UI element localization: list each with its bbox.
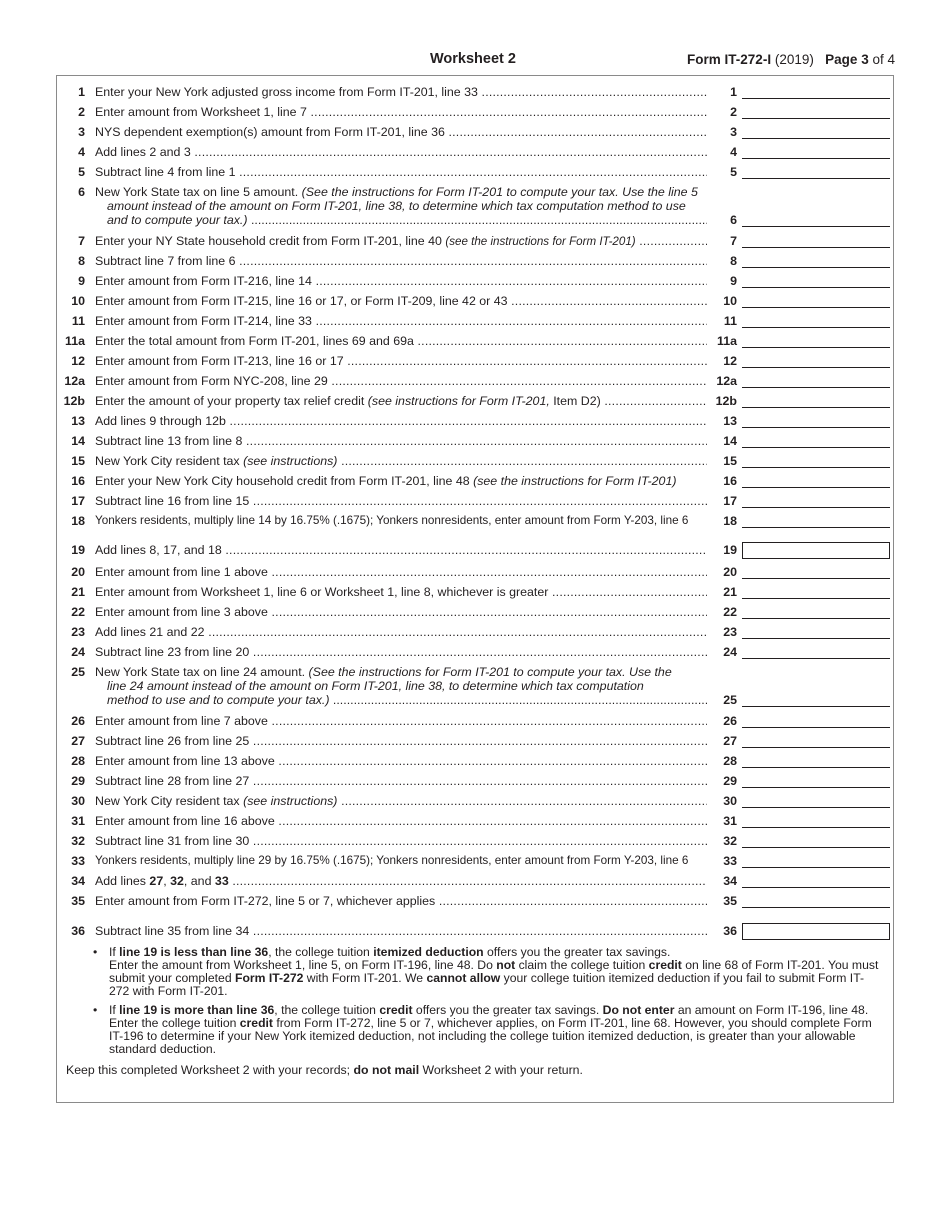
line-note: (see the instructions for Form IT-201) xyxy=(445,235,636,248)
line-number: 9 xyxy=(78,274,85,288)
line-33 xyxy=(57,848,893,868)
box-label: 7 xyxy=(730,234,737,248)
line-number: 6 xyxy=(78,185,85,199)
line-text: Enter the amount of your property tax relief credit xyxy=(95,394,365,408)
line-description: NYS dependent exemption(s) amount from Form IT-201, line 36 ..... xyxy=(95,125,707,139)
line-12b xyxy=(57,388,893,408)
line-4 xyxy=(57,139,893,159)
box-label: 18 xyxy=(723,514,737,528)
line-description: Enter amount from Form IT-213, line 16 or 17 ..... xyxy=(95,354,707,368)
line-description: Subtract line 26 from line 25 ..... xyxy=(95,734,707,748)
line-text: Enter your NY State household credit from Form IT-201, line 40 xyxy=(95,234,442,248)
line-number: 11 xyxy=(71,314,85,328)
box-label: 12a xyxy=(716,374,737,388)
box-label: 12 xyxy=(723,354,737,368)
box-label: 14 xyxy=(723,434,737,448)
box-label: 30 xyxy=(723,794,737,808)
line-description: Add lines 9 through 12b ..... xyxy=(95,414,707,428)
line-21 xyxy=(57,579,893,599)
line-text: New York City resident tax xyxy=(95,454,240,468)
line-description: Enter amount from Form IT-272, line 5 or 7, whichever applies ..... xyxy=(95,894,707,908)
line-description: Yonkers residents, multiply line 14 by 16.75% (.1675); Yonkers nonresidents, enter amount from Form Y-203, line 6 xyxy=(95,514,689,527)
line-number: 12b xyxy=(63,394,85,408)
box-label: 19 xyxy=(723,543,737,557)
line-12a xyxy=(57,368,893,388)
box-label: 25 xyxy=(723,693,737,707)
line-description xyxy=(95,454,707,468)
line-number: 2 xyxy=(78,105,85,119)
line-number: 3 xyxy=(78,125,85,139)
line-number: 10 xyxy=(71,294,85,308)
line-12 xyxy=(57,348,893,368)
line-19 xyxy=(57,537,893,557)
line-number: 30 xyxy=(71,794,85,808)
line-number: 33 xyxy=(71,854,85,868)
text: from Form IT-272, line 5 or 7, whichever applies, on Form IT-201, line 68. However, you should complete Form IT-196 to determine if your New York itemized deduction, not including the college tuition itemized deduction, is greater than your allowable standard deduction. xyxy=(109,1016,872,1056)
line-number: 12a xyxy=(64,374,85,388)
line-number: 24 xyxy=(71,645,85,659)
form-year: (2019) xyxy=(774,52,814,67)
line-number: 4 xyxy=(78,145,85,159)
box-label: 5 xyxy=(730,165,737,179)
line-number: 35 xyxy=(71,894,85,908)
line-number: 1 xyxy=(78,85,85,99)
line-text: New York City resident tax xyxy=(95,794,240,808)
bullet-more-than xyxy=(93,1004,883,1056)
form-name: Form IT-272-I xyxy=(687,52,772,67)
box-label: 21 xyxy=(723,585,737,599)
box-label: 33 xyxy=(723,854,737,868)
box-label: 1 xyxy=(730,85,737,99)
line-description xyxy=(95,794,707,808)
box-label: 32 xyxy=(723,834,737,848)
line-text: , xyxy=(163,874,171,888)
box-label: 35 xyxy=(723,894,737,908)
line-30 xyxy=(57,788,893,808)
line-description xyxy=(95,874,707,888)
text: , the college tuition xyxy=(274,1003,380,1017)
text: an amount on Form IT-196, line 48. Enter the college tuition xyxy=(109,1003,869,1030)
line-description: Subtract line 31 from line 30 ..... xyxy=(95,834,707,848)
line-description: Subtract line 28 from line 27 ..... xyxy=(95,774,707,788)
text: Worksheet 2 with your return. xyxy=(419,1063,583,1077)
line-22 xyxy=(57,599,893,619)
box-label: 2 xyxy=(730,105,737,119)
line-number: 36 xyxy=(71,924,85,938)
line-description: Add lines 21 and 22 ..... xyxy=(95,625,707,639)
box-label: 29 xyxy=(723,774,737,788)
amount-field[interactable] xyxy=(742,226,890,227)
box-label: 8 xyxy=(730,254,737,268)
box-label: 6 xyxy=(730,213,737,227)
line-5 xyxy=(57,159,893,179)
line-continuation: and to compute your tax.) ..... xyxy=(107,213,707,227)
line-description: Yonkers residents, multiply line 29 by 16.75% (.1675); Yonkers nonresidents, enter amount from Form Y-203, line 6 xyxy=(95,854,689,867)
line-number: 29 xyxy=(71,774,85,788)
line-description xyxy=(95,185,707,199)
line-number: 13 xyxy=(71,414,85,428)
emphasis: itemized deduction xyxy=(373,945,484,959)
line-description: Enter your New York adjusted gross income from Form IT-201, line 33 ..... xyxy=(95,85,707,99)
box-label: 31 xyxy=(723,814,737,828)
amount-field[interactable] xyxy=(742,907,890,908)
line-11 xyxy=(57,308,893,328)
line-29 xyxy=(57,768,893,788)
line-description xyxy=(95,394,707,408)
line-number: 17 xyxy=(71,494,85,508)
line-11a xyxy=(57,328,893,348)
line-number: 25 xyxy=(71,665,85,679)
line-25 xyxy=(57,659,893,707)
line-note: (see instructions) xyxy=(243,794,338,808)
line-description: Subtract line 16 from line 15 ..... xyxy=(95,494,707,508)
amount-box[interactable] xyxy=(742,542,890,559)
amount-box[interactable] xyxy=(742,923,890,940)
line-24 xyxy=(57,639,893,659)
emphasis: credit xyxy=(239,1016,273,1030)
line-28 xyxy=(57,748,893,768)
line-31 xyxy=(57,808,893,828)
emphasis: credit xyxy=(648,958,682,972)
line-description: Enter amount from line 13 above ..... xyxy=(95,754,707,768)
page-of: of 4 xyxy=(872,52,895,67)
text: claim the college tuition xyxy=(515,958,649,972)
text: offers you the greater tax savings. xyxy=(483,945,671,959)
text: If xyxy=(109,1003,120,1017)
text: with Form IT-201. We xyxy=(303,971,427,985)
line-description: Enter amount from Worksheet 1, line 7 ..... xyxy=(95,105,707,119)
line-number: 20 xyxy=(71,565,85,579)
line-continuation: line 24 amount instead of the amount on Form IT-201, line 38, to determine which tax computation xyxy=(107,679,644,693)
text: offers you the greater tax savings. xyxy=(412,1003,603,1017)
emphasis: credit xyxy=(379,1003,413,1017)
box-label: 27 xyxy=(723,734,737,748)
line-description: Enter amount from Worksheet 1, line 6 or Worksheet 1, line 8, whichever is greater ..... xyxy=(95,585,707,599)
line-16 xyxy=(57,468,893,488)
line-tail: Item D2) xyxy=(553,394,601,408)
emphasis: line 19 is more than line 36 xyxy=(119,1003,275,1017)
text: If xyxy=(109,945,120,959)
worksheet-frame xyxy=(56,75,894,1103)
line-description: Subtract line 35 from line 34 ..... xyxy=(95,924,707,938)
line-description: Subtract line 13 from line 8 ..... xyxy=(95,434,707,448)
line-description: Enter amount from Form IT-215, line 16 or 17, or Form IT-209, line 42 or 43 ..... xyxy=(95,294,707,308)
keep-records-note xyxy=(66,1063,583,1077)
box-label: 28 xyxy=(723,754,737,768)
line-text: New York State tax on line 5 amount. xyxy=(95,185,299,199)
line-number: 31 xyxy=(71,814,85,828)
page-number: 3 xyxy=(861,52,869,67)
box-label: 12b xyxy=(715,394,737,408)
line-description: Subtract line 23 from line 20 ..... xyxy=(95,645,707,659)
box-label: 24 xyxy=(723,645,737,659)
line-description: Enter amount from line 3 above ..... xyxy=(95,605,707,619)
form-identifier xyxy=(687,52,895,67)
box-label: 3 xyxy=(730,125,737,139)
line-20 xyxy=(57,559,893,579)
line-number: 12 xyxy=(71,354,85,368)
line-13 xyxy=(57,408,893,428)
line-text: , and xyxy=(183,874,215,888)
line-number: 26 xyxy=(71,714,85,728)
line-text: Enter your New York City household credit from Form IT-201, line 48 xyxy=(95,474,470,488)
box-label: 4 xyxy=(730,145,737,159)
line-description: Add lines 2 and 3 ..... xyxy=(95,145,707,159)
line-number: 22 xyxy=(71,605,85,619)
emphasis: do not mail xyxy=(353,1063,420,1077)
line-note: (see instructions) xyxy=(243,454,338,468)
box-label: 10 xyxy=(723,294,737,308)
emphasis: not xyxy=(496,958,516,972)
line-number: 5 xyxy=(78,165,85,179)
line-description: Subtract line 4 from line 1 ..... xyxy=(95,165,707,179)
line-17 xyxy=(57,488,893,508)
line-36 xyxy=(57,918,893,938)
emphasis: Do not enter xyxy=(602,1003,675,1017)
text: , the college tuition xyxy=(268,945,374,959)
box-label: 20 xyxy=(723,565,737,579)
line-number: 11a xyxy=(65,334,85,348)
text: on line 68 of Form IT-201. You must submit your completed xyxy=(109,958,879,985)
line-8 xyxy=(57,248,893,268)
line-description: Enter amount from Form IT-216, line 14 ..... xyxy=(95,274,707,288)
line-number: 19 xyxy=(71,543,85,557)
line-note: (see instructions for Form IT-201, xyxy=(367,394,550,408)
line-number: 8 xyxy=(78,254,85,268)
line-6 xyxy=(57,179,893,227)
line-ref: 27 xyxy=(149,874,164,888)
line-number: 28 xyxy=(71,754,85,768)
line-text: New York State tax on line 24 amount. xyxy=(95,665,306,679)
line-2 xyxy=(57,99,893,119)
line-description: Add lines 8, 17, and 18 ..... xyxy=(95,543,707,557)
worksheet-title: Worksheet 2 xyxy=(430,51,516,67)
line-description xyxy=(95,474,707,488)
box-label: 15 xyxy=(723,454,737,468)
page-label: Page xyxy=(825,52,858,67)
instruction-bullets xyxy=(93,946,883,1062)
text: Enter the amount from Worksheet 1, line 5, on Form IT-196, line 48. Do xyxy=(109,958,497,972)
amount-field[interactable] xyxy=(742,527,890,528)
line-number: 14 xyxy=(71,434,85,448)
line-1 xyxy=(57,79,893,99)
box-label: 26 xyxy=(723,714,737,728)
line-15 xyxy=(57,448,893,468)
line-number: 32 xyxy=(71,834,85,848)
line-34 xyxy=(57,868,893,888)
line-continuation: method to use and to compute your tax.) ..... xyxy=(107,693,707,707)
line-note: (See the instructions for Form IT-201 to compute your tax. Use the line 5 xyxy=(301,185,698,199)
line-ref: 32 xyxy=(170,874,184,888)
line-number: 27 xyxy=(71,734,85,748)
line-description: Enter the total amount from Form IT-201, lines 69 and 69a ..... xyxy=(95,334,707,348)
line-note: (See the instructions for Form IT-201 to compute your tax. Use the xyxy=(308,665,672,679)
box-label: 36 xyxy=(723,924,737,938)
line-description: Enter amount from Form NYC-208, line 29 ..... xyxy=(95,374,707,388)
box-label: 11a xyxy=(717,334,737,348)
line-number: 23 xyxy=(71,625,85,639)
page-header xyxy=(0,51,950,71)
line-number: 16 xyxy=(71,474,85,488)
line-continuation: amount instead of the amount on Form IT-201, line 38, to determine which tax computation method to use xyxy=(107,199,686,213)
emphasis: Form IT-272 xyxy=(235,971,304,985)
line-35 xyxy=(57,888,893,908)
line-14 xyxy=(57,428,893,448)
line-7 xyxy=(57,228,893,248)
line-10 xyxy=(57,288,893,308)
box-label: 23 xyxy=(723,625,737,639)
line-number: 18 xyxy=(71,514,85,528)
text: your college tuition itemized deduction if you fail to submit Form IT-272 with Form IT-201. xyxy=(109,971,865,998)
line-number: 7 xyxy=(78,234,85,248)
bullet-less-than xyxy=(93,946,883,998)
line-description: Enter amount from Form IT-214, line 33 ..... xyxy=(95,314,707,328)
box-label: 16 xyxy=(723,474,737,488)
line-27 xyxy=(57,728,893,748)
box-label: 13 xyxy=(723,414,737,428)
line-description: Enter amount from line 16 above ..... xyxy=(95,814,707,828)
line-description xyxy=(95,234,707,249)
line-23 xyxy=(57,619,893,639)
line-32 xyxy=(57,828,893,848)
box-label: 11 xyxy=(723,314,737,328)
line-number: 15 xyxy=(71,454,85,468)
line-number: 34 xyxy=(71,874,85,888)
text: Keep this completed Worksheet 2 with your records; xyxy=(66,1063,354,1077)
line-description xyxy=(95,665,707,679)
amount-field[interactable] xyxy=(742,706,890,707)
line-9 xyxy=(57,268,893,288)
line-26 xyxy=(57,708,893,728)
box-label: 9 xyxy=(730,274,737,288)
line-description: Subtract line 7 from line 6 ..... xyxy=(95,254,707,268)
line-ref: 33 xyxy=(214,874,229,888)
line-description: Enter amount from line 7 above ..... xyxy=(95,714,707,728)
box-label: 17 xyxy=(723,494,737,508)
line-number: 21 xyxy=(71,585,85,599)
box-label: 34 xyxy=(723,874,737,888)
line-18 xyxy=(57,508,893,528)
emphasis: cannot allow xyxy=(426,971,501,985)
line-text: Add lines xyxy=(95,874,150,888)
line-3 xyxy=(57,119,893,139)
line-description: Enter amount from line 1 above ..... xyxy=(95,565,707,579)
box-label: 22 xyxy=(723,605,737,619)
line-note: (see the instructions for Form IT-201) xyxy=(473,474,677,488)
emphasis: line 19 is less than line 36 xyxy=(119,945,269,959)
